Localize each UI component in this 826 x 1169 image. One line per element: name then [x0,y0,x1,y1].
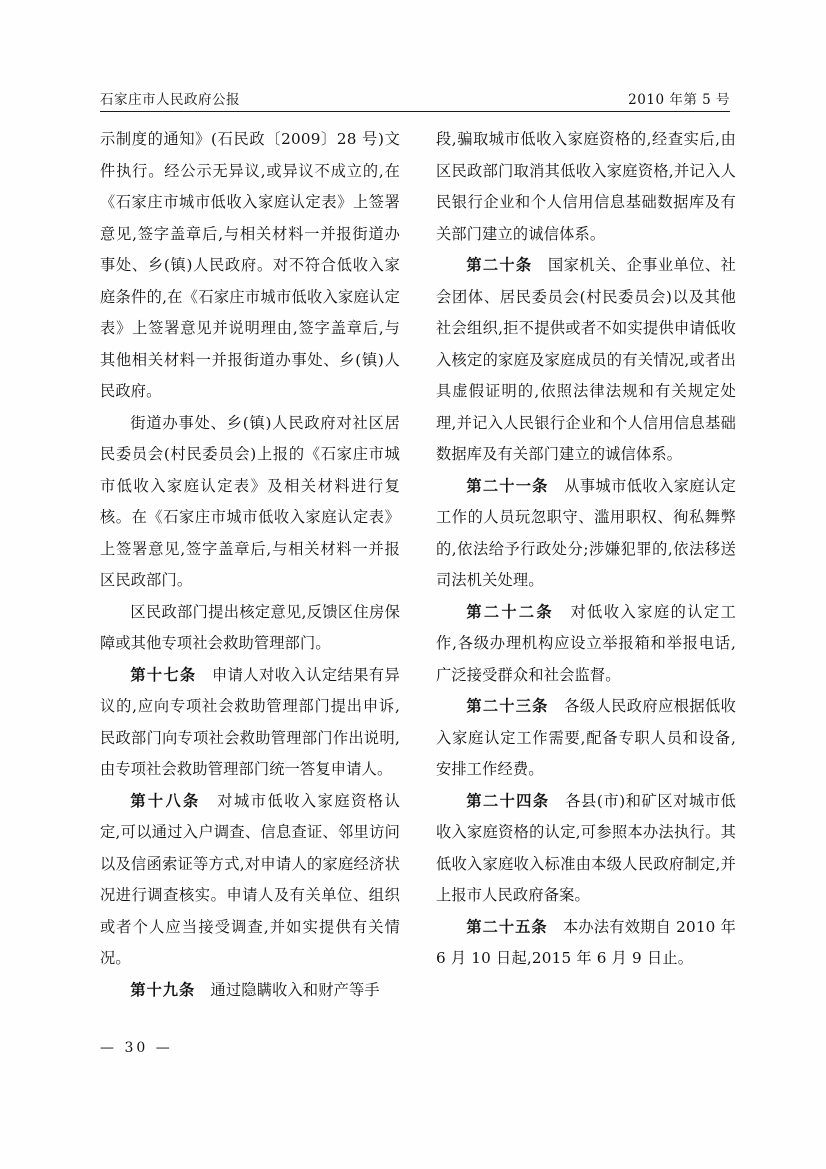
paragraph: 示制度的通知》(石民政〔2009〕28 号)文件执行。经公示无异议,或异议不成立的,在《石家庄市城市低收入家庭认定表》上签署意见,签字盖章后,与相关材料一并报街道办事处、乡(镇)人民政府。对不符合低收入家庭条件的,在《石家庄市城市低收入家庭认定表》上签署意见并说明理由,签字盖章后,与其他相关材料一并报街道办事处、乡(镇)人民政府。 [100,130,400,400]
paragraph: 区民政部门提出核定意见,反馈区住房保障或其他专项社会救助管理部门。 [100,602,400,652]
header-divider [100,111,730,112]
right-column [436,124,736,1006]
page-footer [100,1040,730,1056]
article-paragraph: 第二十四条 各县(市)和矿区对城市低收入家庭资格的认定,可参照本办法执行。其低收入家庭收入标准由本级人民政府制定,并上报市人民政府备案。 [436,791,736,904]
page-header [100,88,730,108]
page-number: — 30 — [100,1040,173,1056]
body-columns [100,124,736,1006]
article-number: 第十八条 [130,791,201,810]
article-paragraph: 第二十三条 各级人民政府应根据低收入家庭认定工作需要,配备专职人员和设备,安排工作经费。 [436,697,737,778]
article-number: 第二十三条 [466,697,549,715]
publication-title: 石家庄市人民政府公报 [100,92,240,108]
article-number: 第二十一条 [466,476,549,495]
article-number: 第十九条 [130,980,196,999]
issue-label: 2010 年第 5 号 [628,92,730,108]
article-number: 第二十四条 [466,791,550,810]
article-paragraph: 第二十二条 对低收入家庭的认定工作,各级办理机构应设立举报箱和举报电话,广泛接受群众和社会监督。 [436,602,737,684]
article-paragraph: 第二十条 国家机关、企事业单位、社会团体、居民委员会(村民委员会)以及其他社会组织,拒不提供或者不如实提供申请低收入核定的家庭及家庭成员的有关情况,或者出具虚假证明的,依照法律法规和有关规定处理,并记入人民银行企业和个人信用信息基础数据库及有关部门建立的诚信体系。 [436,256,737,463]
article-number: 第二十二条 [466,602,554,621]
article-paragraph: 第十八条 对城市低收入家庭资格认定,可以通过入户调查、信息查证、邻里访问以及信函索证等方式,对申请人的家庭经济状况进行调查核实。申请人及有关单位、组织或者个人应当接受调查,并如实提供有关情况。 [100,791,400,967]
article-paragraph: 第十七条 申请人对收入认定结果有异议的,应向专项社会救助管理部门提出申诉,民政部门向专项社会救助管理部门作出说明,由专项社会救助管理部门统一答复申请人。 [100,665,401,778]
article-number: 第二十条 [466,256,533,274]
article-number: 第十七条 [130,665,197,684]
left-column [100,124,400,1006]
paragraph: 段,骗取城市低收入家庭资格的,经查实后,由区民政部门取消其低收入家庭资格,并记入人民银行企业和个人信用信息基础数据库及有关部门建立的诚信体系。 [436,130,736,243]
article-paragraph: 第二十一条 从事城市低收入家庭认定工作的人员玩忽职守、滥用职权、徇私舞弊的,依法给予行政处分;涉嫌犯罪的,依法移送司法机关处理。 [436,476,737,589]
article-paragraph: 第十九条 通过隐瞒收入和财产等手 [130,980,380,999]
article-number: 第二十五条 [466,917,548,936]
article-paragraph: 第二十五条 本办法有效期自 2010 年 6 月 10 日起,2015 年 6 月 9 日止。 [436,917,737,967]
paragraph: 街道办事处、乡(镇)人民政府对社区居民委员会(村民委员会)上报的《石家庄市城市低收入家庭认定表》及相关材料进行复核。在《石家庄市城市低收入家庭认定表》上签署意见,签字盖章后,与相关材料一并报区民政部门。 [100,413,400,589]
